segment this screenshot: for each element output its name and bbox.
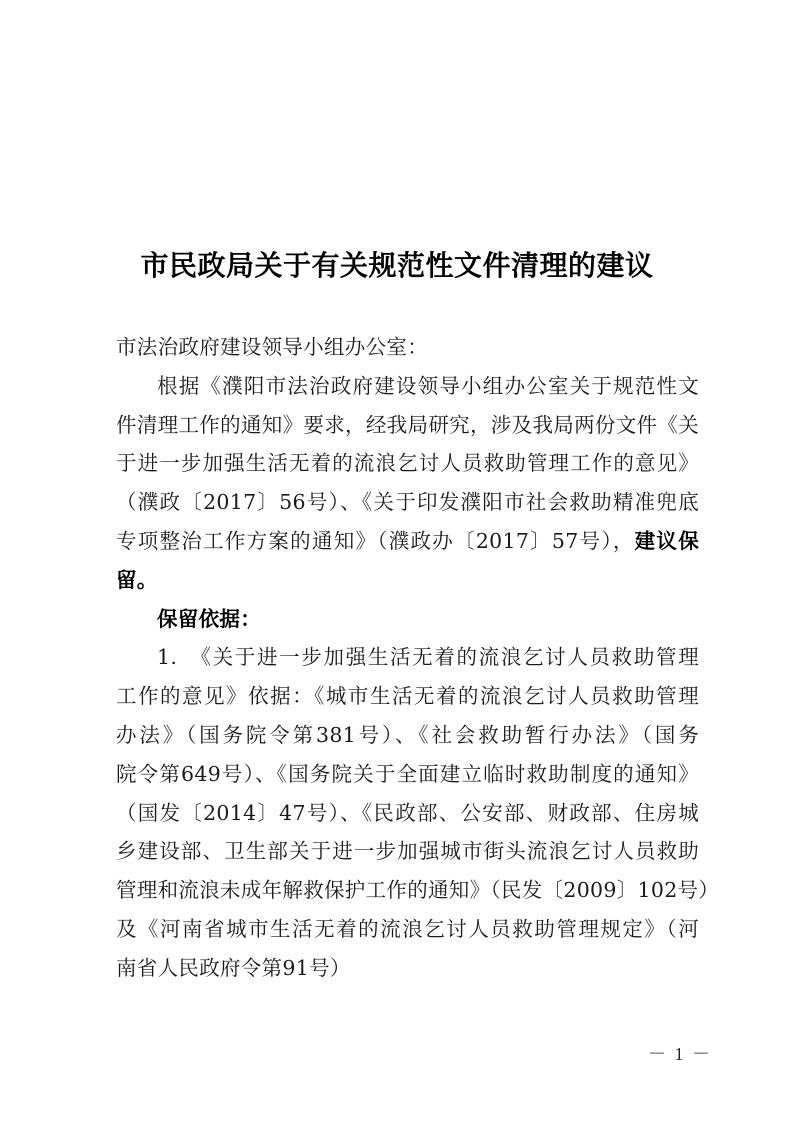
item-1-line-4: 院令第649号）、《国务院关于全面建立临时救助制度的通知》 [116,761,699,786]
document-body [116,328,720,988]
item-1-line-5: （国发〔2014〕47号）、《民政部、公安部、财政部、住房城 [116,800,699,825]
paragraph-1-line-1: 根据《濮阳市法治政府建设领导小组办公室关于规范性文 [157,373,699,398]
item-1-line-8: 及《河南省城市生活无着的流浪乞讨人员救助管理规定》（河 [116,916,699,941]
document-title: 市民政局关于有关规范性文件清理的建议 [140,249,654,282]
item-1-line-2: 工作的意见》依据：《城市生活无着的流浪乞讨人员救助管理 [116,684,699,709]
paragraph-1-line-3: 于进一步加强生活无着的流浪乞讨人员救助管理工作的意见》 [116,451,699,476]
paragraph-1-line-2: 件清理工作的通知》要求，经我局研究，涉及我局两份文件《关 [116,412,699,437]
paragraph-1-line-4: （濮政〔2017〕56号）、《关于印发濮阳市社会救助精准兜底 [116,490,699,515]
section-heading: 保留依据： [157,606,261,631]
item-1-line-9: 南省人民政府令第91号） [116,955,351,980]
recommendation-emphasis-end: 留。 [116,567,158,592]
paragraph-1-line-5 [116,522,699,561]
paragraph-1-line-5-text: 专项整治工作方案的通知》（濮政办〔2017〕57号）， [116,528,635,553]
recommendation-emphasis: 建议保 [634,528,699,553]
item-1-line-1: 1. 《关于进一步加强生活无着的流浪乞讨人员救助管理 [157,645,699,670]
item-1-line-3: 办法》（国务院令第381号）、《社会救助暂行办法》（国务 [116,722,699,747]
item-1-line-6: 乡建设部、卫生部关于进一步加强城市街头流浪乞讨人员救助 [116,839,699,864]
salutation: 市法治政府建设领导小组办公室： [116,335,428,359]
item-1-line-7: 管理和流浪未成年解救保护工作的通知》（民发〔2009〕102号） [116,878,720,903]
page-number: － 1 － [648,1044,712,1064]
